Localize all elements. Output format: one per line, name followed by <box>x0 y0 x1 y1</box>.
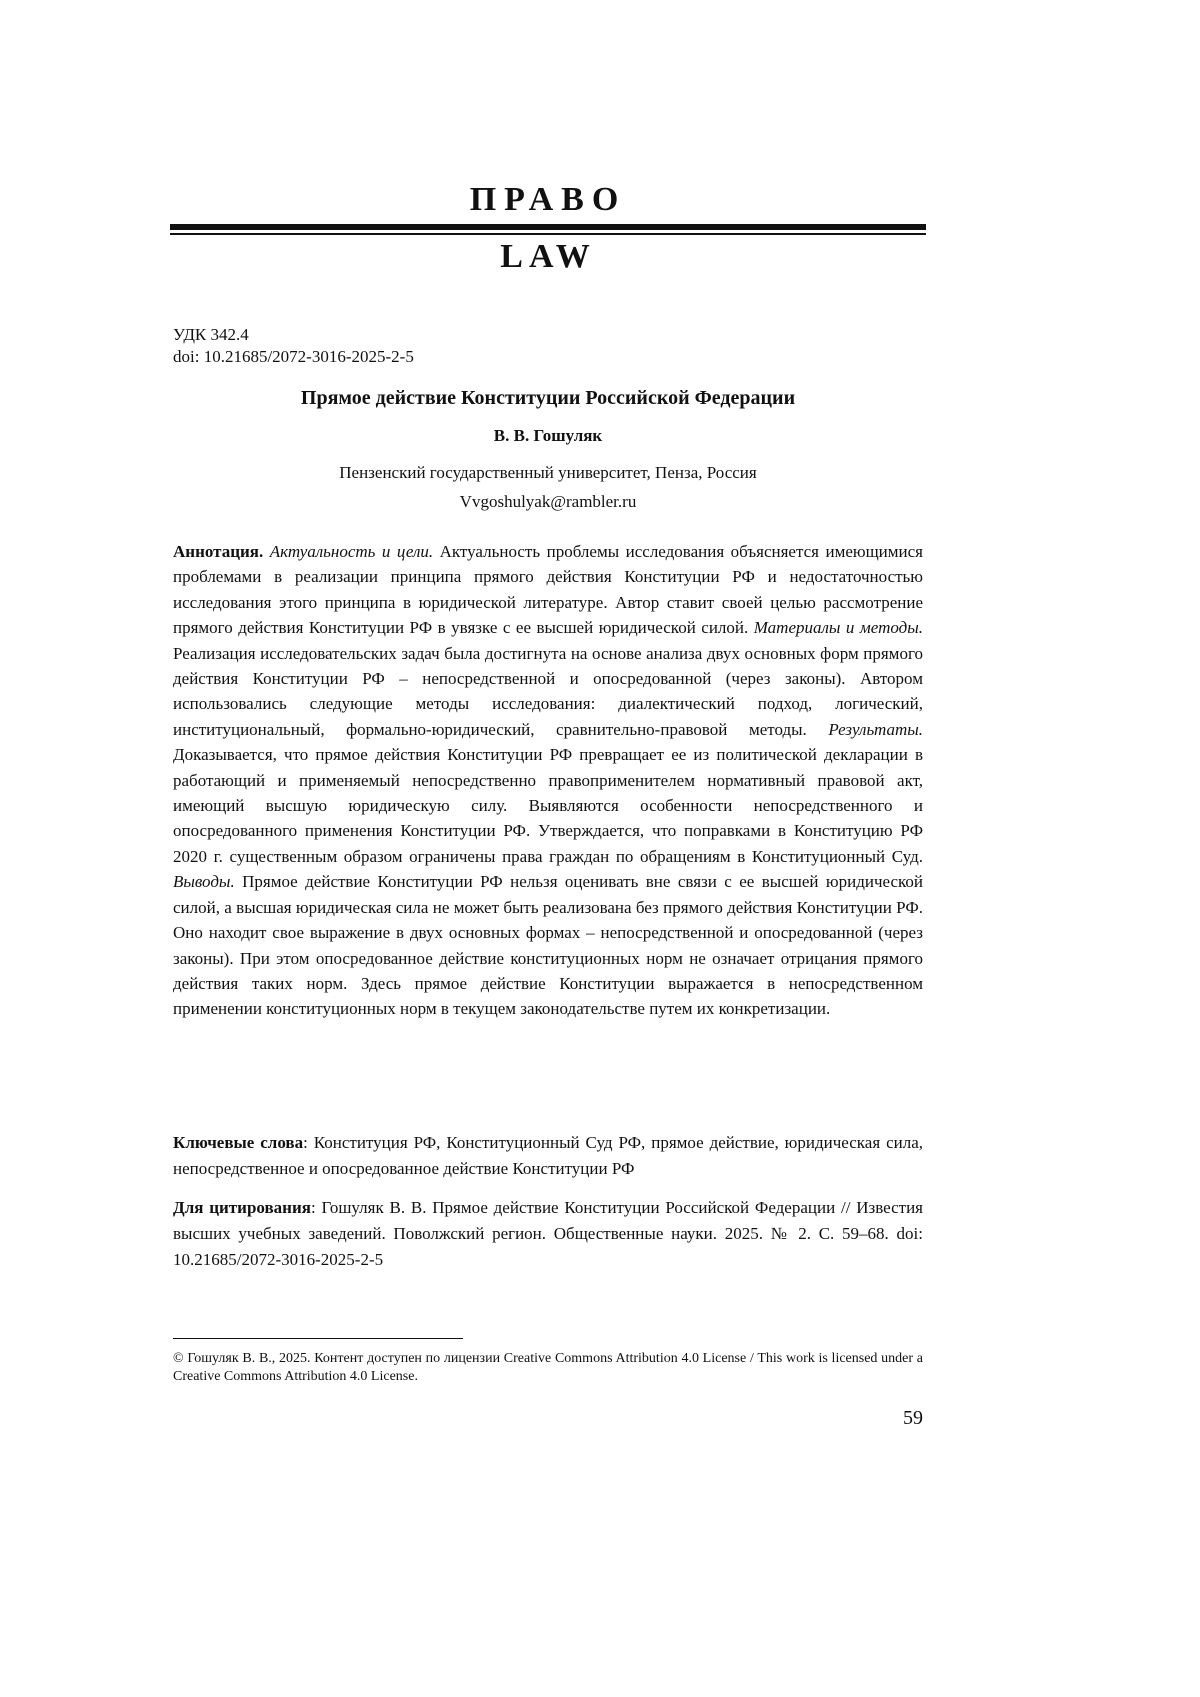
section-rule-thick <box>170 224 926 230</box>
page-number: 59 <box>903 1407 923 1429</box>
license-footnote: © Гошуляк В. В., 2025. Контент доступен по лицензии Creative Commons Attribution 4.0 License / This work is licensed under a Creative Commons Attribution 4.0 License. <box>173 1351 923 1384</box>
abstract-label: Аннотация. <box>173 542 264 561</box>
section-title-en: LAW <box>500 238 596 275</box>
keywords-text: Конституция РФ, Конституционный Суд РФ, прямое действие, юридическая сила, непосредственное и опосредованное действие Конституции РФ <box>173 1133 923 1178</box>
abstract-conclusions-text: Прямое действие Конституции РФ нельзя оценивать вне связи с ее высшей юридической силой, а высшая юридическая сила не может быть реализована без прямого действия Конституции РФ. Оно находит свое выражение в двух основных формах – непосредственной и опосредованной (через законы). При этом опосредованное действие конституционных норм не означает отрицания прямого действия таких норм. Здесь прямое действие Конституции выражается в непосредственном применении конституционных норм в текущем законодательстве путем их конкретизации. <box>173 872 923 1019</box>
section-rule-thin <box>170 233 926 235</box>
author-email: Vvgoshulyak@rambler.ru <box>459 492 637 511</box>
abstract-relevance-label: Актуальность и цели. <box>269 542 434 561</box>
keywords: Ключевые слова: Конституция РФ, Конституционный Суд РФ, прямое действие, юридическая сила, непосредственное и опосредованное действие Конституции РФ <box>173 1133 923 1178</box>
abstract <box>173 539 923 1022</box>
keywords-label: Ключевые слова <box>173 1133 304 1152</box>
abstract-relevance-text: Актуальность проблемы исследования объясняется имеющимися проблемами в реализации принципа прямого действия Конституции РФ и недостаточностью исследования этого принципа в юридической литературе. Автор ставит своей целью рассмотрение прямого действия Конституции РФ в увязке с ее высшей юридической силой. <box>173 542 923 638</box>
udc-code: УДК 342.4 <box>173 325 249 344</box>
citation-text: Гошуляк В. В. Прямое действие Конституции Российской Федерации // Известия высших учебных заведений. Поволжский регион. Общественные науки. 2025. № 2. С. 59–68. doi: 10.21685/2072-3016-2025-2-5 <box>173 1198 923 1269</box>
article-title: Прямое действие Конституции Российской Федерации <box>300 387 796 409</box>
doi-line: doi: 10.21685/2072-3016-2025-2-5 <box>173 347 414 366</box>
abstract-methods-text: Реализация исследовательских задач была достигнута на основе анализа двух основных форм прямого действия Конституции РФ – непосредственной и опосредованной (через законы). Автором использовались следующие методы исследования: диалектический подход, логический, институциональный, формально-юридический, сравнительно-правовой методы. <box>173 643 923 739</box>
abstract-results-label: Результаты. <box>828 719 923 739</box>
abstract-results-text: Доказывается, что прямое действия Конституции РФ превращает ее из политической декларации в работающий и применяемый непосредственно правоприменителем нормативный правовой акт, имеющий высшую юридическую силу. Выявляются особенности непосредственного и опосредованного применения Конституции РФ. Утверждается, что поправками в Конституцию РФ 2020 г. существенным образом ограничены права граждан по обращениям в Конституционный Суд. <box>173 745 923 866</box>
abstract-methods-label: Материалы и методы. <box>753 618 923 638</box>
footnote-rule <box>173 1338 463 1339</box>
abstract-conclusions-label: Выводы. <box>173 872 235 892</box>
citation: Для цитирования: Гошуляк В. В. Прямое действие Конституции Российской Федерации // Известия высших учебных заведений. Поволжский регион. Общественные науки. 2025. № 2. С. 59–68. doi: 10.21685/2072-3016-2025-2-5 <box>173 1198 923 1269</box>
section-title-ru: ПРАВО <box>469 181 627 218</box>
author-affiliation: Пензенский государственный университет, Пенза, Россия <box>339 463 757 482</box>
author-name: В. В. Гошуляк <box>493 426 603 445</box>
citation-label: Для цитирования <box>173 1198 311 1217</box>
